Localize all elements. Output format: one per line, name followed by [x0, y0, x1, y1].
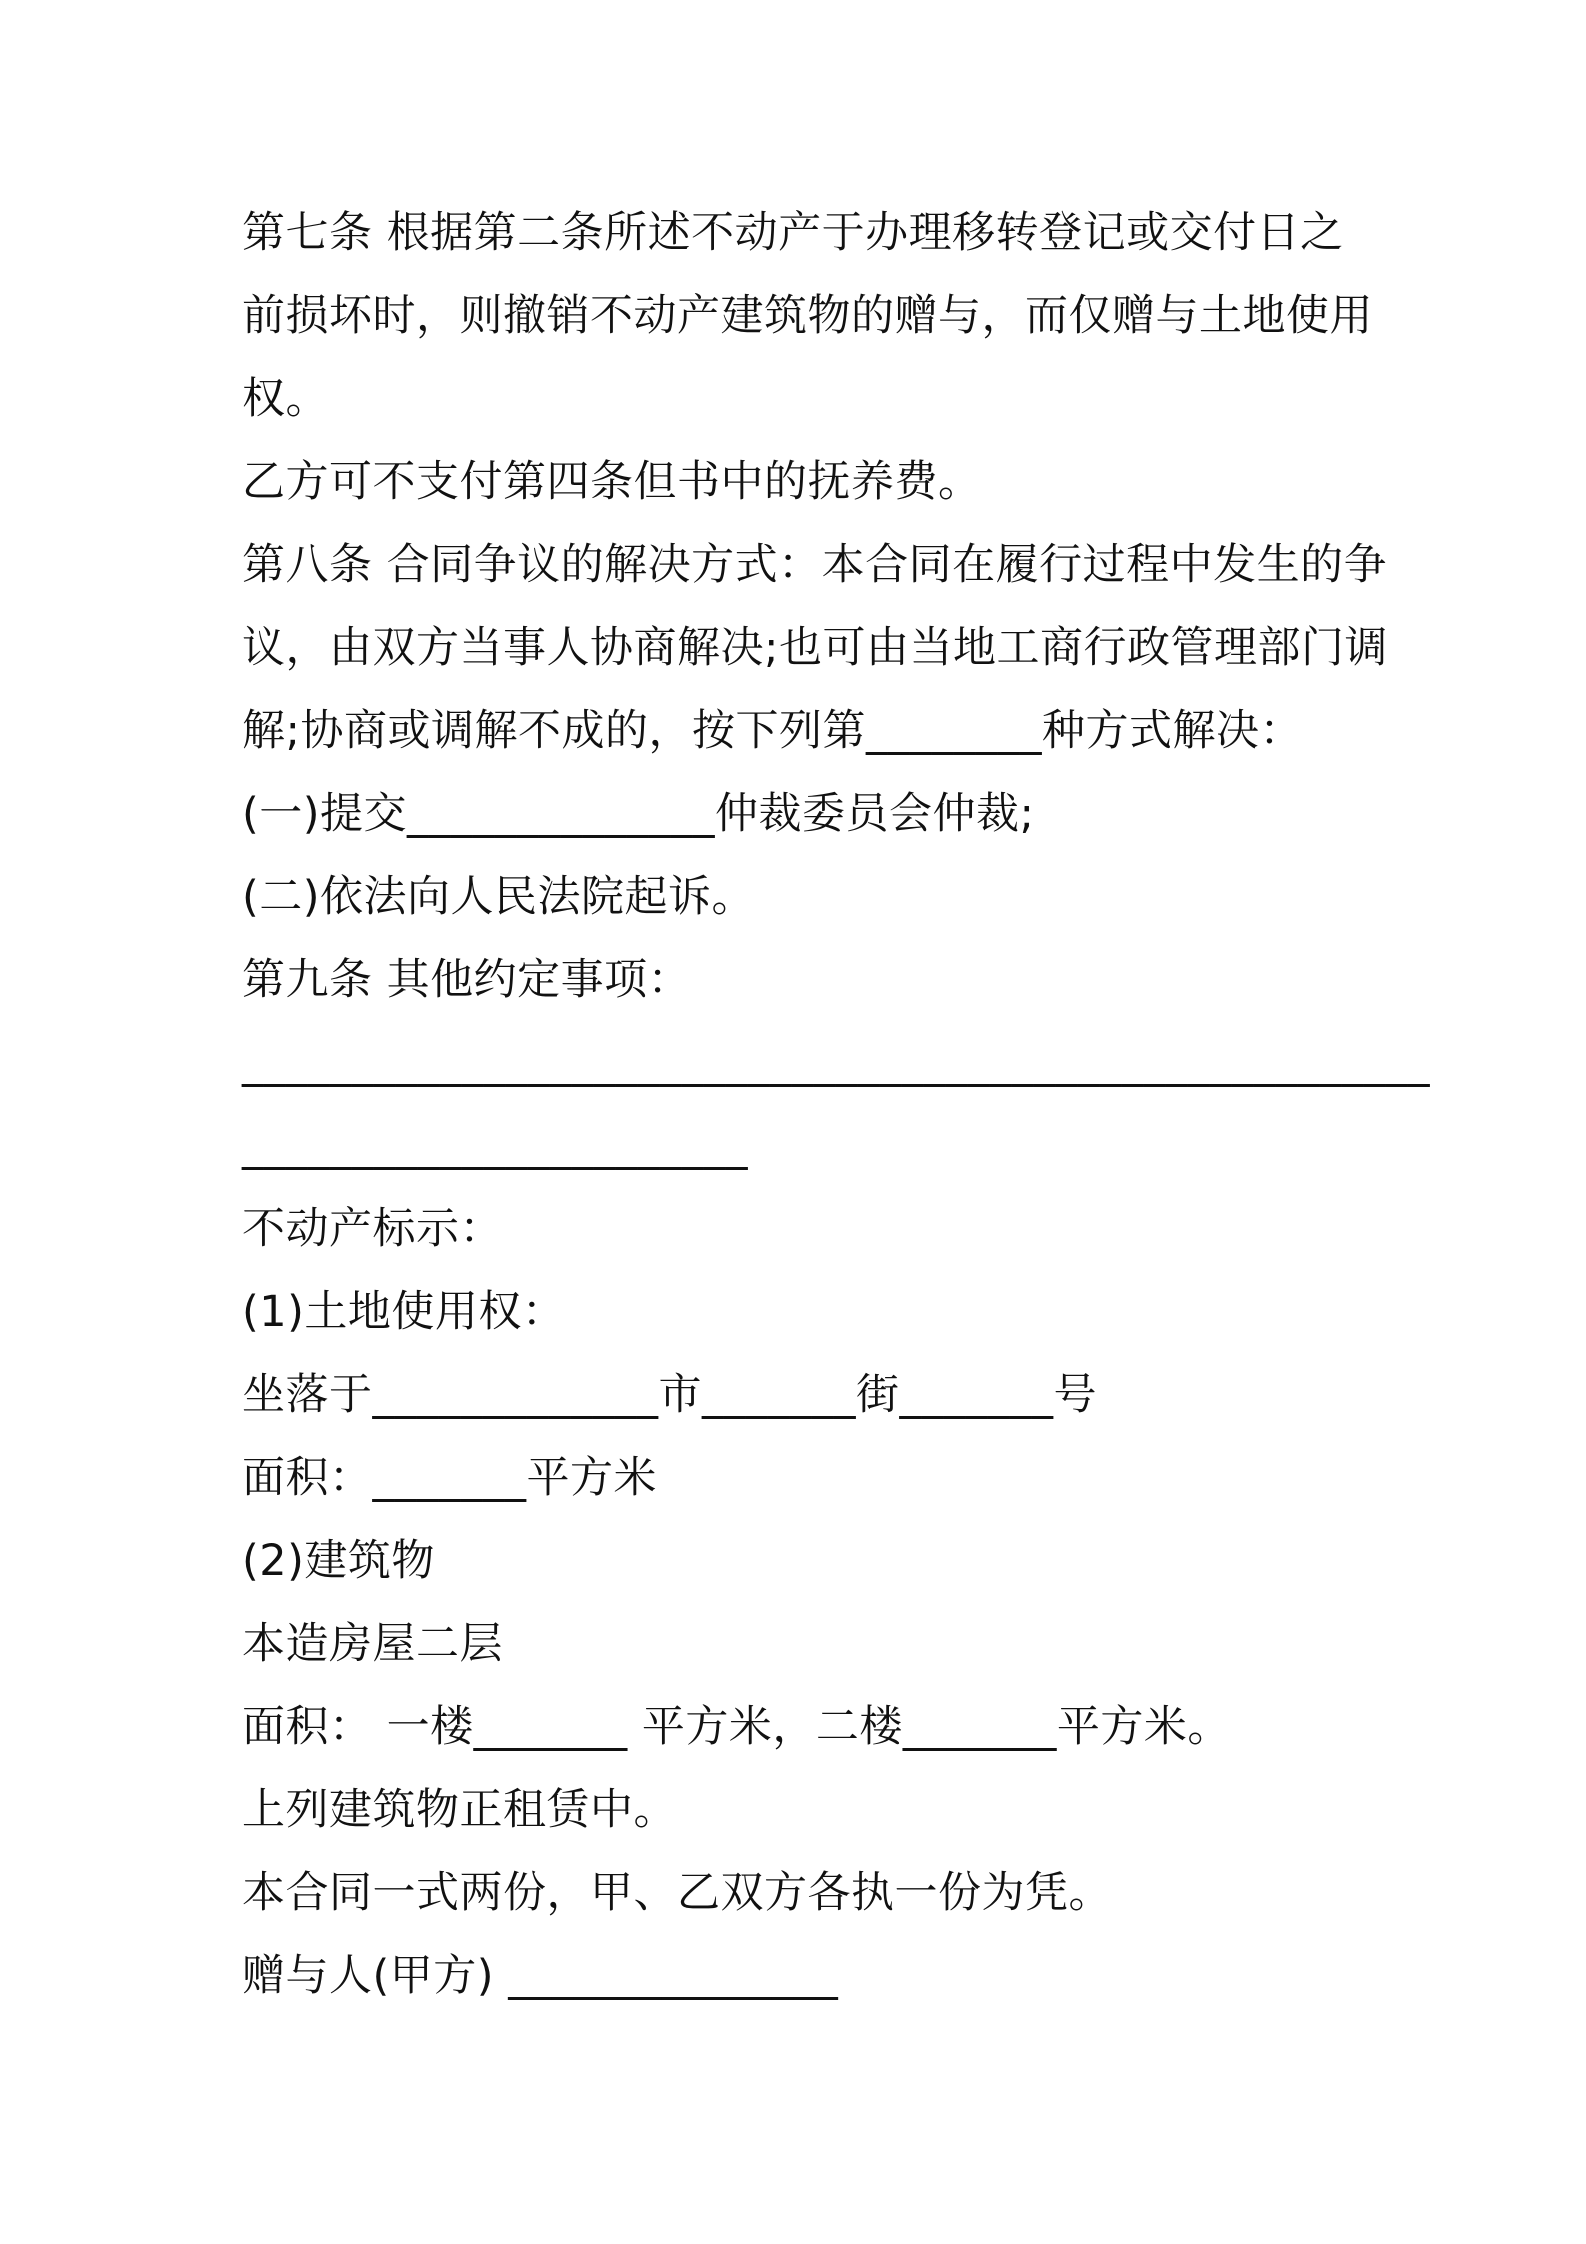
document-body — [242, 192, 1430, 2018]
clause-8-line-1: 第八条 合同争议的解决方式：本合同在履行过程中发生的争 — [242, 540, 1388, 590]
clause-9-title: 第九条 其他约定事项： — [242, 955, 692, 1005]
building-description: 本造房屋二层 — [242, 1619, 503, 1669]
clause-8-option-2: (二)依法向人民法院起诉。 — [242, 872, 756, 922]
land-area: 面积：_______平方米 — [242, 1453, 657, 1503]
lease-status: 上列建筑物正租赁中。 — [242, 1785, 677, 1835]
land-use-right-heading: (1)土地使用权： — [242, 1287, 566, 1337]
clause-8-line-2: 议，由双方当事人协商解决;也可由当地工商行政管理部门调 — [242, 623, 1388, 673]
copies-statement: 本合同一式两份，甲、乙双方各执一份为凭。 — [242, 1868, 1112, 1918]
building-area: 面积： 一楼_______ 平方米，二楼_______平方米。 — [242, 1702, 1231, 1752]
donor-signature-line: 赠与人(甲方) _______________ — [242, 1951, 839, 2001]
clause-7-line-2: 前损坏时，则撤销不动产建筑物的赠与，而仅赠与土地使用 — [242, 291, 1373, 341]
building-heading: (2)建筑物 — [242, 1536, 435, 1586]
clause-7-line-1: 第七条 根据第二条所述不动产于办理移转登记或交付日之 — [242, 208, 1344, 258]
land-location: 坐落于_____________市_______街_______号 — [242, 1370, 1097, 1420]
clause-7-note: 乙方可不支付第四条但书中的抚养费。 — [242, 457, 982, 507]
clause-9-blank-line-1: ______________________________________________________ — [242, 1038, 1430, 1088]
property-heading: 不动产标示： — [242, 1204, 503, 1254]
clause-9-blank-line-2: _______________________ — [242, 1121, 748, 1171]
clause-7-line-3: 权。 — [242, 374, 329, 424]
clause-8-line-3: 解;协商或调解不成的，按下列第________种方式解决： — [242, 706, 1303, 756]
clause-8-option-1: (一)提交______________仲裁委员会仲裁; — [242, 789, 1035, 839]
